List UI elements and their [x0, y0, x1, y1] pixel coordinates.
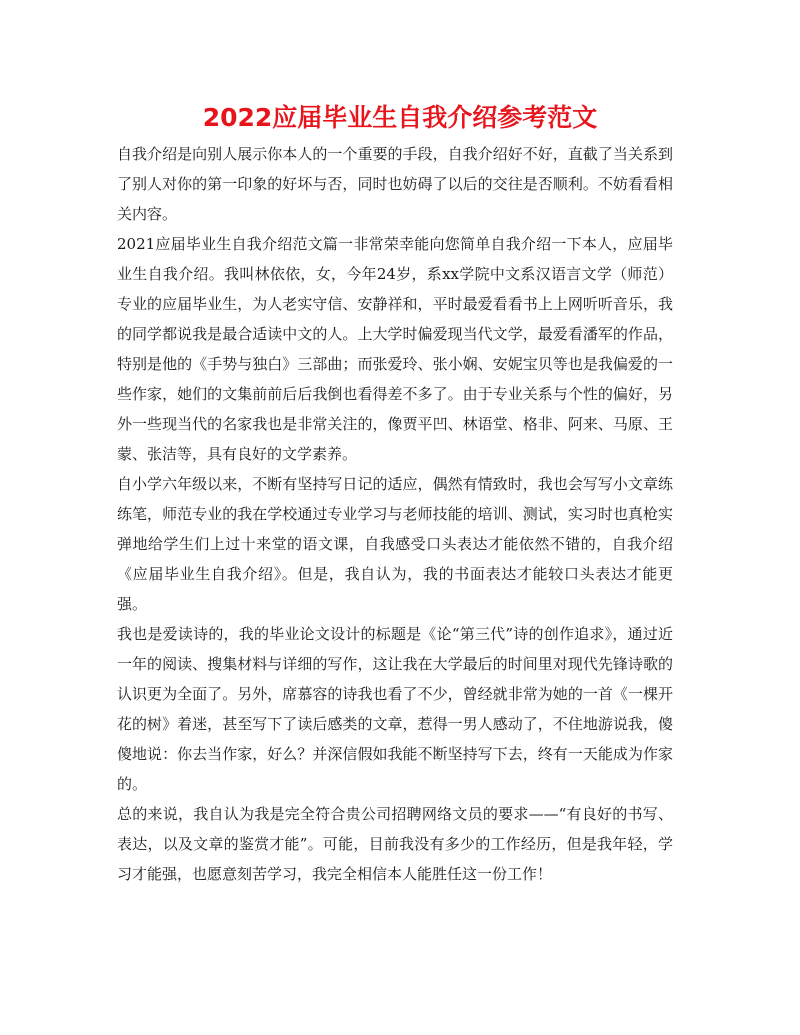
paragraph-intro: 自我介绍是向别人展示你本人的一个重要的手段，自我介绍好不好，直截了当关系到了别人对你的第一印象的好坏与否，同时也妨碍了以后的交往是否顺利。不妨看看相关内容。: [117, 145, 673, 223]
document-body: [117, 139, 673, 889]
paragraph-self-introduction: 2021应届毕业生自我介绍范文篇一非常荣幸能向您简单自我介绍一下本人，应届毕业生自我介绍。我叫林依依，女，今年24岁，系xx学院中文系汉语言文学（师范）专业的应届毕业生，为人老实守信、安静祥和，平时最爱看看书上上网听听音乐，我的同学都说我是最合适读中文的人。上大学时偏爱现当代文学，最爱看潘军的作品，特别是他的《手势与独白》三部曲；而张爱玲、张小娴、安妮宝贝等也是我偏爱的一些作家，她们的文集前前后后我倒也看得差不多了。由于专业关系与个性的偏好，另外一些现当代的名家我也是非常关注的，像贾平凹、林语堂、格非、阿来、马原、王蒙、张洁等，具有良好的文学素养。: [117, 235, 673, 463]
paragraph-conclusion: 总的来说，我自认为我是完全符合贵公司招聘网络文员的要求——“有良好的书写、表达，以及文章的鉴赏才能”。可能，目前我没有多少的工作经历，但是我年轻，学习才能强，也愿意刻苦学习，我完全相信本人能胜任这一份工作！: [117, 805, 673, 883]
paragraph-poetry: 我也是爱读诗的，我的毕业论文设计的标题是《论“第三代”诗的创作追求》，通过近一年的阅读、搜集材料与详细的写作，这让我在大学最后的时间里对现代先锋诗歌的认识更为全面了。另外，席慕容的诗我也看了不少，曾经就非常为她的一首《一棵开花的树》着迷，甚至写下了读后感类的文章，惹得一男人感动了，不住地游说我，傻傻地说：你去当作家，好么？并深信假如我能不断坚持写下去，终有一天能成为作家的。: [117, 625, 673, 793]
document-title: 2022应届毕业生自我介绍参考范文: [202, 103, 598, 132]
paragraph-writing-habit: 自小学六年级以来，不断有坚持写日记的适应，偶然有情致时，我也会写写小文章练练笔，师范专业的我在学校通过专业学习与老师技能的培训、测试，实习时也真枪实弹地给学生们上过十来堂的语文课，自我感受口头表达才能依然不错的，自我介绍《应届毕业生自我介绍》。但是，我自认为，我的书面表达才能较口头表达才能更强。: [117, 475, 673, 613]
